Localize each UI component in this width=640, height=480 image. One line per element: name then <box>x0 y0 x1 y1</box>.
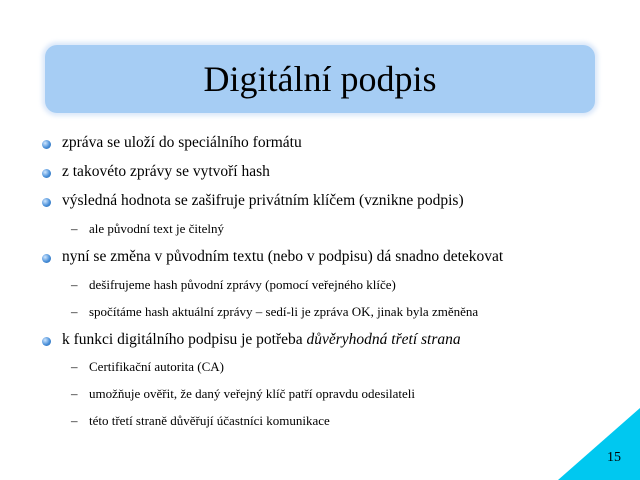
list-item: spočítáme hash aktuální zprávy – sedí-li je zpráva OK, jinak byla změněna <box>89 304 479 319</box>
bullet-icon <box>42 140 51 149</box>
bullet-icon <box>42 198 51 207</box>
list-item: zpráva se uloží do speciálního formátu <box>62 134 302 151</box>
list-item <box>62 331 461 349</box>
page-number: 15 <box>607 450 621 465</box>
dash-bullet: – <box>71 304 78 319</box>
dash-bullet: – <box>71 221 78 236</box>
dash-bullet: – <box>71 386 78 401</box>
corner-triangle <box>558 408 640 480</box>
list-item: výsledná hodnota se zašifruje privátním klíčem (vznikne podpis) <box>62 192 464 209</box>
list-item-text: k funkci digitálního podpisu je potřeba <box>62 331 307 348</box>
list-item: této třetí straně důvěřují účastníci komunikace <box>89 413 330 428</box>
list-item: umožňuje ověřit, že daný veřejný klíč patří opravdu odesilateli <box>89 386 415 401</box>
list-item: ale původní text je čitelný <box>89 221 225 236</box>
list-item: dešifrujeme hash původní zprávy (pomocí veřejného klíče) <box>89 277 396 292</box>
slide-title: Digitální podpis <box>203 59 437 99</box>
bullet-icon <box>42 337 51 346</box>
list-item-emphasis: důvěryhodná třetí strana <box>306 331 461 348</box>
bullet-icon <box>42 169 51 178</box>
dash-bullet: – <box>71 359 78 374</box>
dash-bullet: – <box>71 277 78 292</box>
bullet-icon <box>42 254 51 263</box>
dash-bullet: – <box>71 413 78 428</box>
list-item: z takovéto zprávy se vytvoří hash <box>62 163 270 180</box>
list-item: nyní se změna v původním textu (nebo v podpisu) dá snadno detekovat <box>62 248 504 265</box>
list-item: Certifikační autorita (CA) <box>89 359 225 374</box>
